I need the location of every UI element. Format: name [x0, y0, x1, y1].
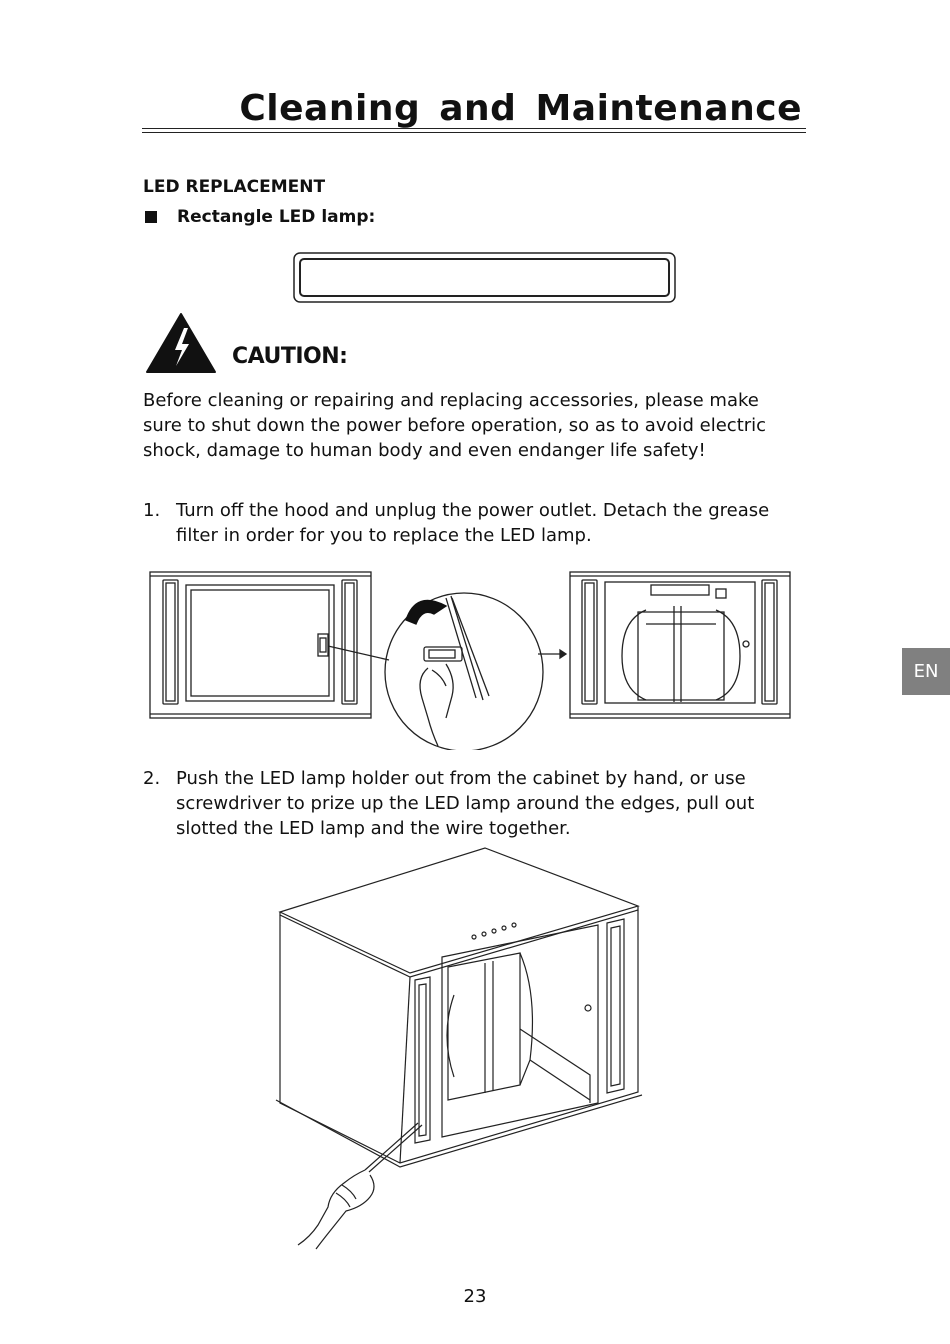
step-1 — [143, 498, 803, 548]
caution-text: Before cleaning or repairing and replacing accessories, please make sure to shut down the power before operation, so as to avoid electric shock, damage to human body and even endanger life safety! — [143, 390, 767, 461]
step-number: 2. — [143, 768, 161, 789]
hood-with-filter-drawing — [150, 572, 371, 718]
page-title: Cleaning and Maintenance — [239, 88, 802, 129]
bullet-item-label: Rectangle LED lamp: — [177, 207, 376, 227]
hood-open-drawing — [570, 572, 790, 718]
filter-latch-detail-circle — [385, 593, 543, 750]
step-2 — [143, 766, 803, 841]
page-number: 23 — [463, 1286, 487, 1307]
high-voltage-warning-icon — [145, 312, 217, 374]
control-buttons — [472, 923, 516, 939]
language-tab: EN — [902, 648, 950, 695]
title-underline-second — [142, 132, 806, 133]
step-text: Turn off the hood and unplug the power outlet. Detach the grease filter in order for you to replace the LED lamp. — [176, 500, 770, 546]
step-text: Push the LED lamp holder out from the cabinet by hand, or use screwdriver to prize up the LED lamp around the edges, pull out slotted the LED lamp and the wire together. — [176, 768, 755, 839]
step-number: 1. — [143, 500, 161, 521]
rectangle-led-lamp-illustration — [293, 252, 677, 304]
title-underline — [142, 128, 806, 129]
hand-with-screwdriver — [298, 1123, 422, 1249]
filter-removal-illustration — [146, 568, 794, 750]
section-heading: LED REPLACEMENT — [143, 177, 326, 197]
square-bullet-icon — [145, 211, 157, 223]
led-lamp-removal-illustration — [270, 845, 650, 1250]
caution-label: CAUTION: — [232, 344, 348, 369]
